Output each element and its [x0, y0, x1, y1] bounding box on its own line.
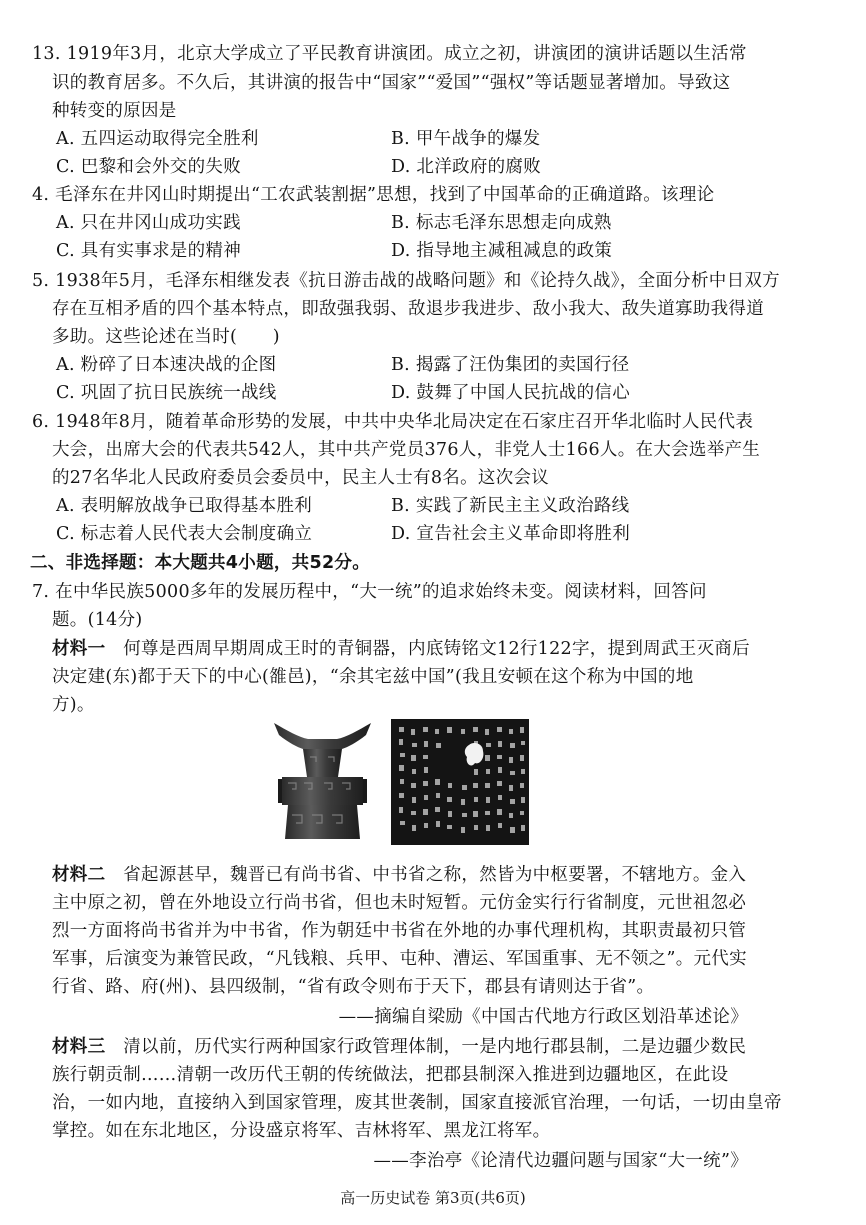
- option-b: B. 实践了新民主主义政治路线: [391, 496, 630, 516]
- question-7-line-2: 题。(14分): [52, 610, 143, 630]
- material-3-source: ——李治亭《论清代边疆问题与国家“大一统”》: [373, 1151, 748, 1171]
- option-a: A. 只在井冈山成功实践: [56, 213, 241, 233]
- question-6-line-1: 6. 1948年8月，随着革命形势的发展，中共中央华北局决定在石家庄召开华北临时人民代表: [32, 412, 754, 432]
- material-3-line-3: 治，一如内地，直接纳入到国家管理，废其世袭制，国家直接派官治理，一句话，一切由皇帝: [52, 1093, 782, 1113]
- page-footer: 高一历史试卷 第3页(共6页): [340, 1189, 526, 1207]
- material-2-line-4: 军事，后演变为兼管民政，“凡钱粮、兵甲、屯种、漕运、军国重事、无不领之”。元代实: [52, 949, 747, 969]
- material-2-line-2: 主中原之初，曾在外地设立行尚书省，但也未时短暂。元仿金实行行省制度，元世祖忽必: [52, 893, 747, 913]
- material-3-label: 材料三: [52, 1037, 106, 1057]
- question-5-line-3: 多助。这些论述在当时( ): [52, 327, 280, 347]
- question-4-line-1: 4. 毛泽东在井冈山时期提出“工农武装割据”思想，找到了中国革命的正确道路。该理论: [32, 185, 715, 205]
- inscription-rubbing-image: [391, 719, 529, 845]
- section-heading: 二、非选择题：本大题共4小题，共52分。: [30, 553, 371, 573]
- option-d: D. 北洋政府的腐败: [391, 157, 542, 177]
- material-1-line-1: 何尊是西周早期周成王时的青铜器，内底铸铭文12行122字，提到周武王灭商后: [123, 639, 750, 659]
- material-3-line-2: 族行朝贡制……清朝一改历代王朝的传统做法，把郡县制深入推进到边疆地区，在此设: [52, 1065, 729, 1085]
- option-a: A. 五四运动取得完全胜利: [56, 129, 259, 149]
- question-13-line-1: 13. 1919年3月，北京大学成立了平民教育讲演团。成立之初，讲演团的演讲话题以生活常: [32, 44, 747, 64]
- material-1-label: 材料一: [52, 639, 106, 659]
- question-13-line-3: 种转变的原因是: [52, 101, 177, 121]
- material-1-line-2: 决定建(东)都于天下的中心(雒邑)，“余其宅兹中国”(我且安顿在这个称为中国的地: [52, 667, 694, 687]
- material-2-source: ——摘编自梁励《中国古代地方行政区划沿革述论》: [338, 1007, 748, 1027]
- material-3-line-1: 清以前，历代实行两种国家行政管理体制，一是内地行郡县制，二是边疆少数民: [123, 1037, 747, 1057]
- option-c: C. 具有实事求是的精神: [56, 241, 241, 261]
- material-2-line-5: 行省、路、府(州)、县四级制，“省有政令则布于天下，郡县有请则达于省”。: [52, 977, 655, 997]
- material-2-label: 材料二: [52, 865, 106, 885]
- question-13-line-2: 识的教育居多。不久后，其讲演的报告中“国家”“爱国”“强权”等话题显著增加。导致这: [52, 73, 731, 93]
- material-2-line-3: 烈一方面将尚书省并为中书省，作为朝廷中书省在外地的办事代理机构，其职责最初只管: [52, 921, 747, 941]
- bronze-vessel-image: [268, 719, 377, 845]
- material-1-line-3: 方)。: [52, 695, 95, 715]
- question-7-line-1: 7. 在中华民族5000多年的发展历程中，“大一统”的追求始终未变。阅读材料，回答问: [32, 582, 707, 602]
- option-b: B. 标志毛泽东思想走向成熟: [391, 213, 612, 233]
- option-c: C. 标志着人民代表大会制度确立: [56, 524, 313, 544]
- option-b: B. 揭露了汪伪集团的卖国行径: [391, 355, 630, 375]
- question-6-line-2: 大会，出席大会的代表共542人，其中共产党员376人，非党人士166人。在大会选举产生: [52, 440, 761, 460]
- question-6-line-3: 的27名华北人民政府委员会委员中，民主人士有8名。这次会议: [52, 468, 550, 488]
- material-3-line-4: 掌控。如在东北地区，分设盛京将军、吉林将军、黑龙江将军。: [52, 1121, 551, 1141]
- option-d: D. 宣告社会主义革命即将胜利: [391, 524, 631, 544]
- option-d: D. 鼓舞了中国人民抗战的信心: [391, 383, 631, 403]
- option-a: A. 粉碎了日本速决战的企图: [56, 355, 277, 375]
- option-d: D. 指导地主减租减息的政策: [391, 241, 613, 261]
- option-c: C. 巩固了抗日民族统一战线: [56, 383, 277, 403]
- option-b: B. 甲午战争的爆发: [391, 129, 541, 149]
- question-5-line-2: 存在互相矛盾的四个基本特点，即敌强我弱、敌退步我进步、敌小我大、敌失道寡助我得道: [52, 299, 764, 319]
- option-c: C. 巴黎和会外交的失败: [56, 157, 241, 177]
- question-5-line-1: 5. 1938年5月，毛泽东相继发表《抗日游击战的战略问题》和《论持久战》，全面分析中日双方: [32, 271, 780, 291]
- material-2-line-1: 省起源甚早，魏晋已有尚书省、中书省之称，然皆为中枢要署，不辖地方。金入: [123, 865, 747, 885]
- option-a: A. 表明解放战争已取得基本胜利: [56, 496, 313, 516]
